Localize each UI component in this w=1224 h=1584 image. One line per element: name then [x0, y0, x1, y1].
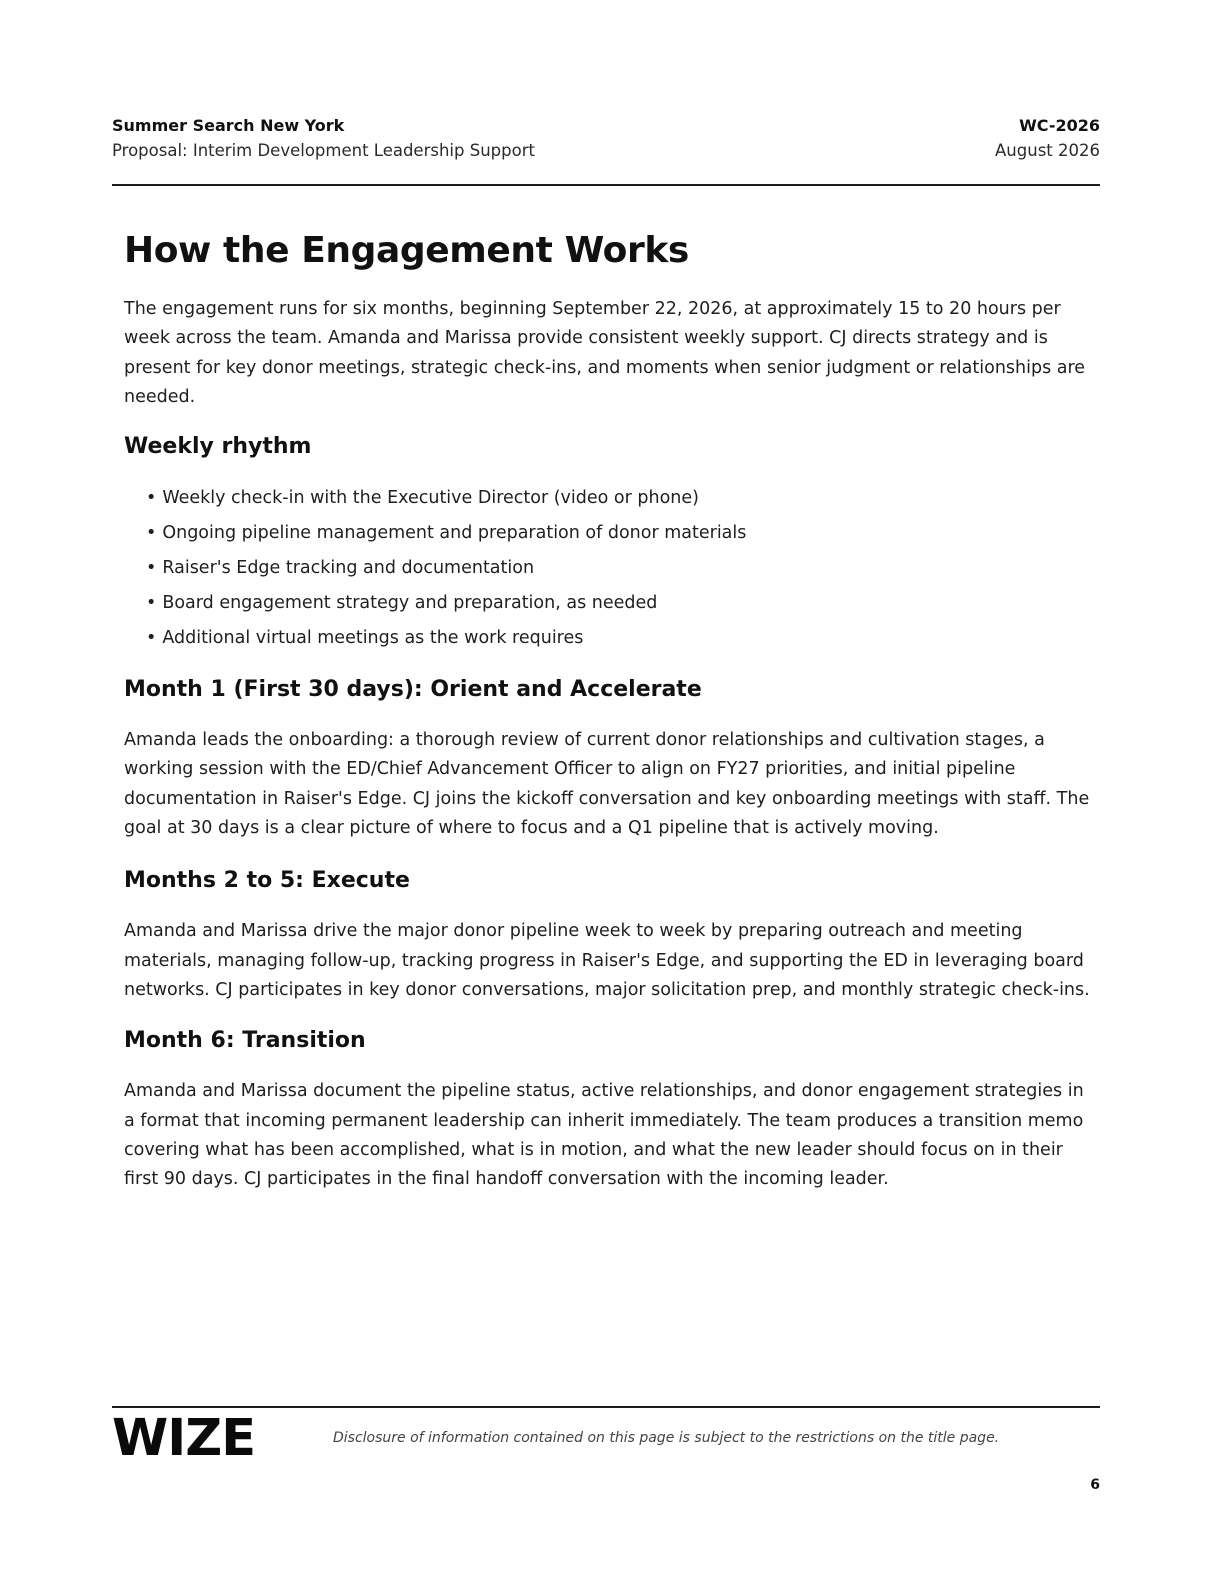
list-item — [146, 621, 1094, 656]
footer-divider — [112, 1406, 1100, 1408]
bullet-icon: • — [146, 488, 157, 509]
month-6-heading: Month 6: Transition — [124, 1028, 366, 1054]
list-item-text: Board engagement strategy and preparation, as needed — [162, 593, 658, 614]
list-item-text: Ongoing pipeline management and preparation of donor materials — [162, 523, 747, 544]
wize-logo: WIZE — [112, 1409, 256, 1468]
weekly-rhythm-heading: Weekly rhythm — [124, 434, 312, 460]
weekly-rhythm-list — [124, 481, 1094, 656]
main-content — [124, 222, 1094, 1194]
disclosure-notice: Disclosure of information contained on this page is subject to the restrictions on the title page. — [333, 1430, 1000, 1446]
header-right — [995, 114, 1100, 163]
list-item — [146, 551, 1094, 586]
bullet-icon: • — [146, 628, 157, 649]
list-item — [146, 586, 1094, 621]
months-2-to-5-paragraph: Amanda and Marissa drive the major donor pipeline week to week by preparing outreach and meeting materials, managing follow-up, tracking progress in Raiser's Edge, and supporting the ED in leveraging board networks. CJ participates in key donor conversations, major solicitation prep, and monthly strategic check-ins. — [124, 921, 1090, 1000]
header-left — [112, 114, 535, 163]
list-item — [146, 481, 1094, 516]
intro-paragraph: The engagement runs for six months, beginning September 22, 2026, at approximately 15 to 20 hours per week across the team. Amanda and Marissa provide consistent weekly support. CJ directs strategy and is present for key donor meetings, strategic check-ins, and moments when senior judgment or relationships are needed. — [124, 299, 1086, 407]
bullet-icon: • — [146, 593, 157, 614]
month-1-heading: Month 1 (First 30 days): Orient and Accelerate — [124, 677, 702, 703]
list-item-text: Additional virtual meetings as the work requires — [162, 628, 584, 649]
document-date: August 2026 — [995, 141, 1100, 160]
list-item-text: Raiser's Edge tracking and documentation — [162, 558, 535, 579]
list-item-text: Weekly check-in with the Executive Director (video or phone) — [162, 488, 699, 509]
month-6-paragraph: Amanda and Marissa document the pipeline status, active relationships, and donor engagement strategies in a format that incoming permanent leadership can inherit immediately. The team produces a transition memo covering what has been accomplished, what is in motion, and what the new leader should focus on in their first 90 days. CJ participates in the final handoff conversation with the incoming leader. — [124, 1081, 1084, 1190]
document-code: WC-2026 — [1019, 116, 1100, 135]
bullet-icon: • — [146, 523, 157, 544]
page-number: 6 — [1090, 1477, 1100, 1493]
proposal-title: Proposal: Interim Development Leadership Support — [112, 141, 535, 160]
bullet-icon: • — [146, 558, 157, 579]
list-item — [146, 516, 1094, 551]
page-title: How the Engagement Works — [124, 230, 689, 271]
page-header — [112, 114, 1100, 186]
organization-name: Summer Search New York — [112, 116, 345, 135]
months-2-to-5-heading: Months 2 to 5: Execute — [124, 868, 410, 894]
month-1-paragraph: Amanda leads the onboarding: a thorough review of current donor relationships and cultivation stages, a working session with the ED/Chief Advancement Officer to align on FY27 priorities, and initial pipeline documentation in Raiser's Edge. CJ joins the kickoff conversation and key onboarding meetings with staff. The goal at 30 days is a clear picture of where to focus and a Q1 pipeline that is actively moving. — [124, 730, 1090, 839]
